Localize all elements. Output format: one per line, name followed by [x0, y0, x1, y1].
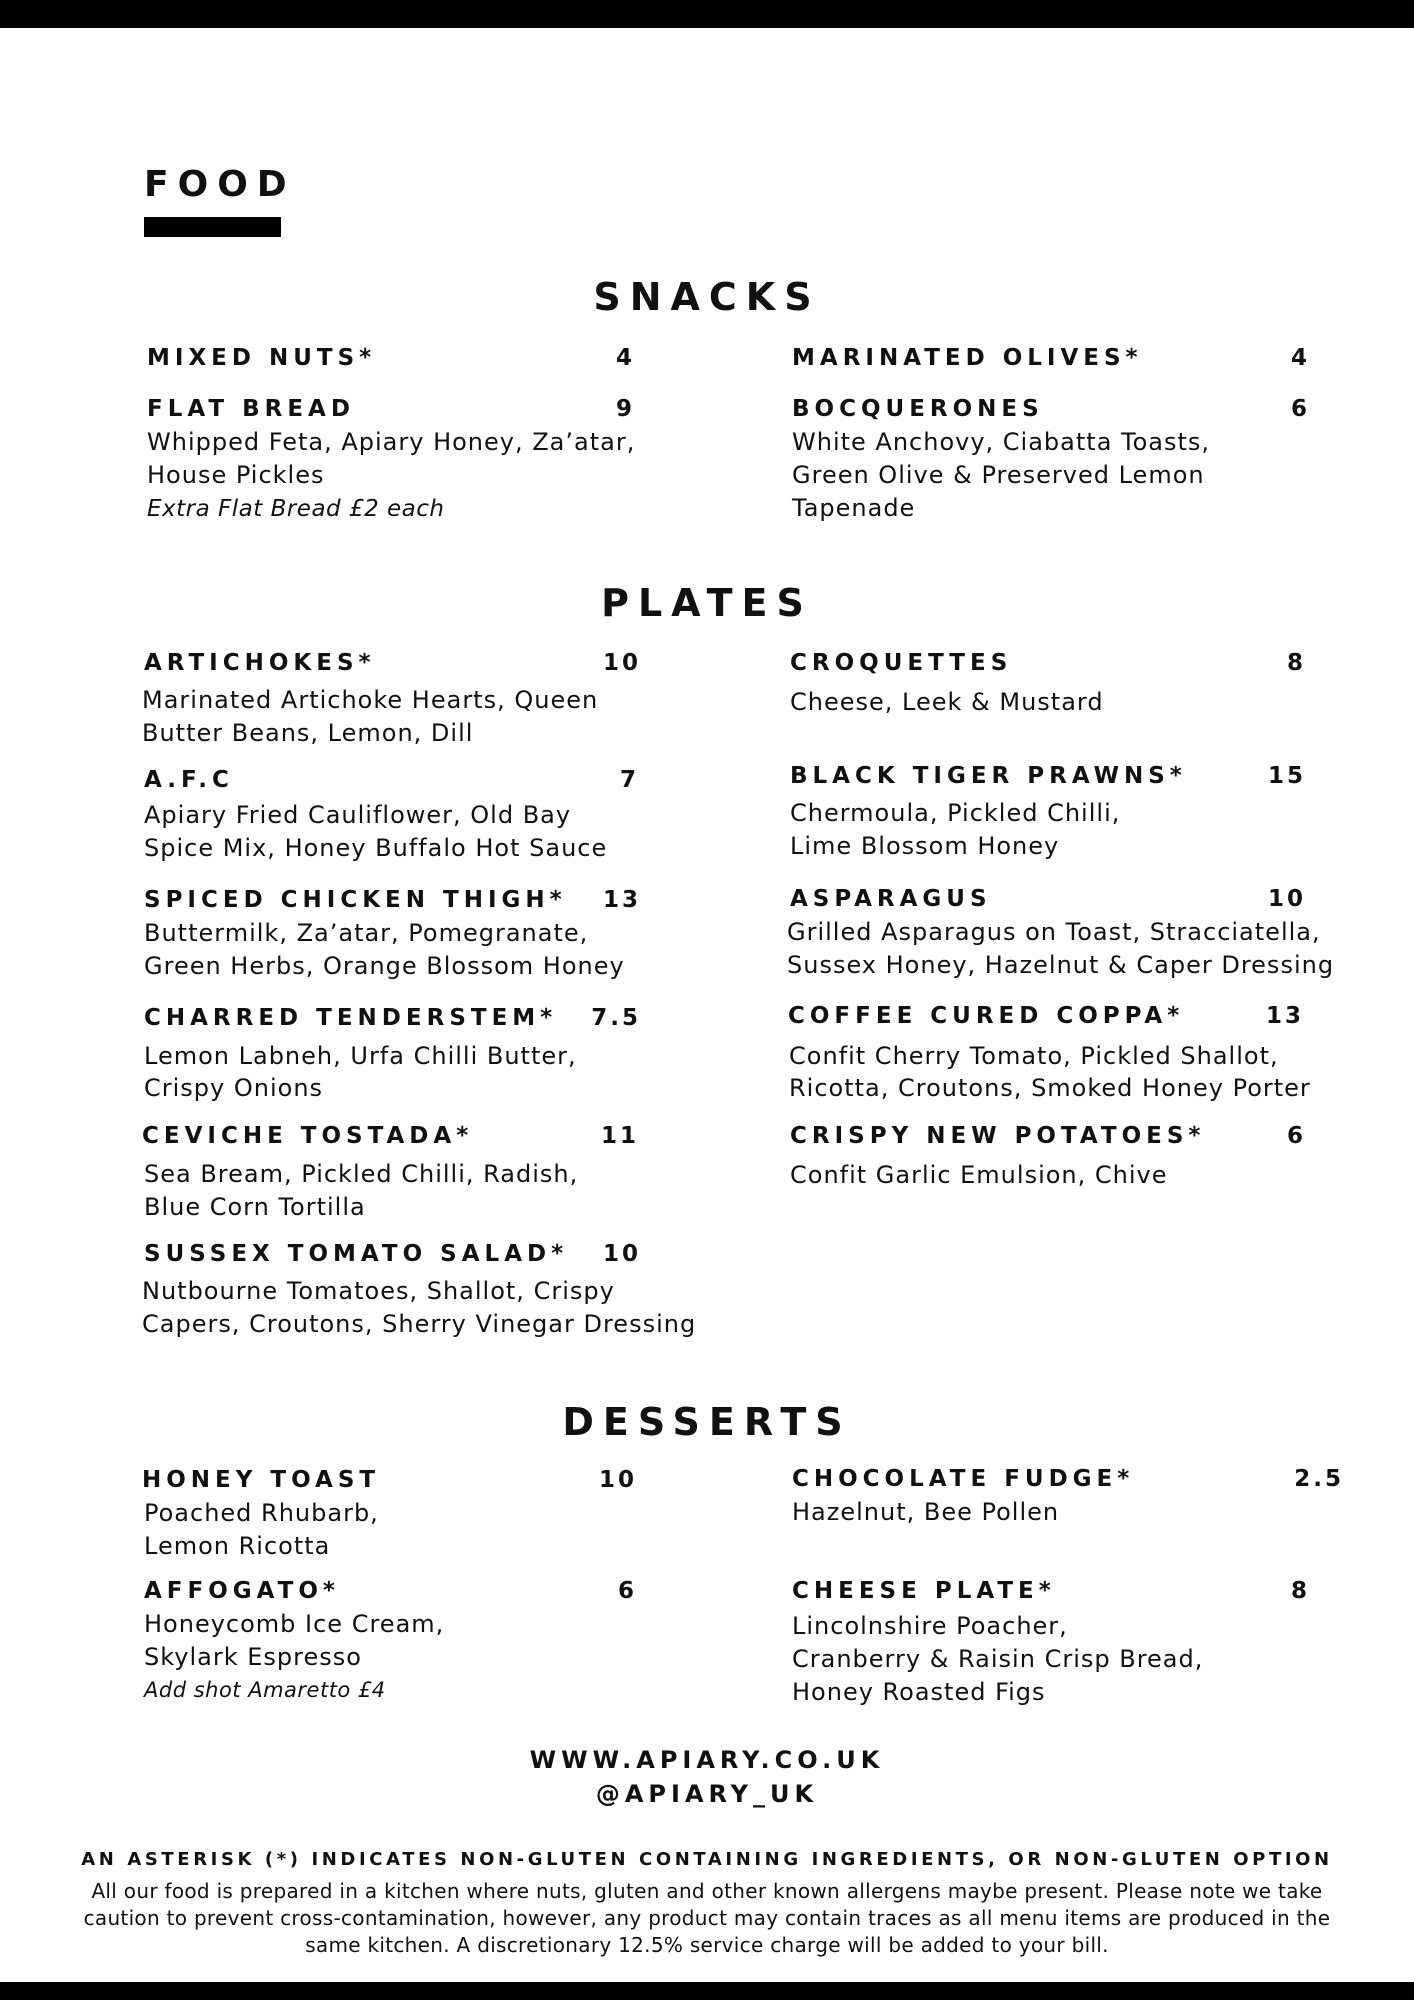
item-price: 7: [619, 767, 639, 793]
item-price: 7.5: [591, 1005, 641, 1031]
item-price: 11: [600, 1123, 639, 1149]
website-link[interactable]: WWW.APIARY.CO.UK: [529, 1746, 885, 1774]
item-name: MIXED NUTS*: [147, 345, 377, 371]
item-desc-line: Ricotta, Croutons, Smoked Honey Porter: [789, 1074, 1311, 1102]
item-desc-line: Lincolnshire Poacher,: [792, 1612, 1068, 1640]
item-desc-line: White Anchovy, Ciabatta Toasts,: [792, 428, 1211, 456]
item-price: 13: [602, 887, 641, 913]
item-desc-line: Green Olive & Preserved Lemon: [792, 461, 1205, 489]
item-price: 10: [598, 1467, 637, 1493]
item-desc-line: Hazelnut, Bee Pollen: [792, 1498, 1060, 1526]
item-note: Add shot Amaretto £4: [144, 1678, 386, 1702]
item-name: MARINATED OLIVES*: [792, 345, 1143, 371]
item-desc-line: House Pickles: [147, 461, 325, 489]
item-desc-line: Honey Roasted Figs: [792, 1678, 1046, 1706]
item-name: CEVICHE TOSTADA*: [142, 1123, 474, 1149]
item-desc-line: Tapenade: [792, 494, 916, 522]
item-desc-line: Honeycomb Ice Cream,: [144, 1610, 445, 1638]
bottom-border: [0, 1982, 1414, 2000]
item-name: CHEESE PLATE*: [792, 1578, 1056, 1604]
item-desc-line: Blue Corn Tortilla: [144, 1193, 366, 1221]
section-title-plates: PLATES: [601, 581, 813, 625]
item-name: ARTICHOKES*: [144, 650, 376, 676]
item-name: HONEY TOAST: [142, 1467, 381, 1493]
item-price: 2.5: [1294, 1466, 1344, 1492]
social-handle[interactable]: @APIARY_UK: [595, 1780, 819, 1808]
item-name: FLAT BREAD: [147, 396, 355, 422]
item-name: SUSSEX TOMATO SALAD*: [144, 1241, 569, 1267]
top-border: [0, 0, 1414, 28]
item-desc-line: Lemon Ricotta: [144, 1532, 331, 1560]
item-price: 9: [615, 396, 635, 422]
item-price: 10: [602, 650, 641, 676]
item-name: COFFEE CURED COPPA*: [788, 1003, 1185, 1029]
item-desc-line: Skylark Espresso: [144, 1643, 362, 1671]
item-note: Extra Flat Bread £2 each: [147, 496, 445, 522]
item-desc-line: Poached Rhubarb,: [144, 1499, 379, 1527]
item-desc-line: Confit Garlic Emulsion, Chive: [790, 1161, 1168, 1189]
item-price: 8: [1290, 1578, 1310, 1604]
item-desc-line: Chermoula, Pickled Chilli,: [790, 799, 1121, 827]
section-title-desserts: DESSERTS: [562, 1400, 852, 1444]
item-price: 4: [615, 345, 635, 371]
section-title-snacks: SNACKS: [593, 275, 821, 319]
item-desc-line: Grilled Asparagus on Toast, Stracciatella,: [787, 918, 1321, 946]
item-name: ASPARAGUS: [790, 886, 992, 912]
item-desc-line: Lime Blossom Honey: [790, 832, 1060, 860]
item-desc-line: Spice Mix, Honey Buffalo Hot Sauce: [144, 834, 608, 862]
item-name: CHARRED TENDERSTEM*: [144, 1005, 558, 1031]
item-name: SPICED CHICKEN THIGH*: [144, 887, 567, 913]
item-desc-line: Butter Beans, Lemon, Dill: [142, 719, 474, 747]
item-name: CRISPY NEW POTATOES*: [790, 1123, 1206, 1149]
item-desc-line: Buttermilk, Za’atar, Pomegranate,: [144, 919, 589, 947]
item-desc-line: Green Herbs, Orange Blossom Honey: [144, 952, 625, 980]
item-price: 6: [1286, 1123, 1306, 1149]
item-desc-line: Cheese, Leek & Mustard: [790, 688, 1104, 716]
asterisk-legend: AN ASTERISK (*) INDICATES NON-GLUTEN CONTAINING INGREDIENTS, OR NON-GLUTEN OPTION: [81, 1849, 1333, 1870]
item-name: CROQUETTES: [790, 650, 1013, 676]
item-price: 10: [602, 1241, 641, 1267]
item-price: 6: [1290, 396, 1310, 422]
allergen-notice: All our food is prepared in a kitchen where nuts, gluten and other known allergens maybe present. Please note we take caution to prevent cross-contamination, however, any product may contain traces as all menu items are produced in the same kitchen. A discretionary 12.5% service charge will be added to your bill.: [83, 1879, 1331, 1957]
item-desc-line: Apiary Fried Cauliflower, Old Bay: [144, 801, 572, 829]
item-desc-line: Cranberry & Raisin Crisp Bread,: [792, 1645, 1204, 1673]
item-desc-line: Capers, Croutons, Sherry Vinegar Dressing: [142, 1310, 697, 1338]
item-desc-line: Confit Cherry Tomato, Pickled Shallot,: [789, 1042, 1279, 1070]
item-price: 4: [1290, 345, 1310, 371]
item-desc-line: Lemon Labneh, Urfa Chilli Butter,: [144, 1042, 577, 1070]
item-desc-line: Sussex Honey, Hazelnut & Caper Dressing: [787, 951, 1335, 979]
item-desc-line: Crispy Onions: [144, 1074, 324, 1102]
item-name: CHOCOLATE FUDGE*: [792, 1466, 1135, 1492]
item-desc-line: Nutbourne Tomatoes, Shallot, Crispy: [142, 1277, 615, 1305]
item-desc-line: Sea Bream, Pickled Chilli, Radish,: [144, 1160, 579, 1188]
item-price: 10: [1267, 886, 1306, 912]
item-desc-line: Marinated Artichoke Hearts, Queen: [142, 686, 599, 714]
item-price: 6: [617, 1578, 637, 1604]
item-name: A.F.C: [144, 767, 234, 793]
item-name: BLACK TIGER PRAWNS*: [790, 763, 1187, 789]
item-price: 13: [1265, 1003, 1304, 1029]
item-price: 15: [1267, 763, 1306, 789]
item-name: BOCQUERONES: [792, 396, 1044, 422]
title-underline: [144, 217, 281, 237]
menu-title: FOOD: [144, 164, 296, 205]
item-price: 8: [1286, 650, 1306, 676]
item-name: AFFOGATO*: [144, 1578, 340, 1604]
item-desc-line: Whipped Feta, Apiary Honey, Za’atar,: [147, 428, 636, 456]
